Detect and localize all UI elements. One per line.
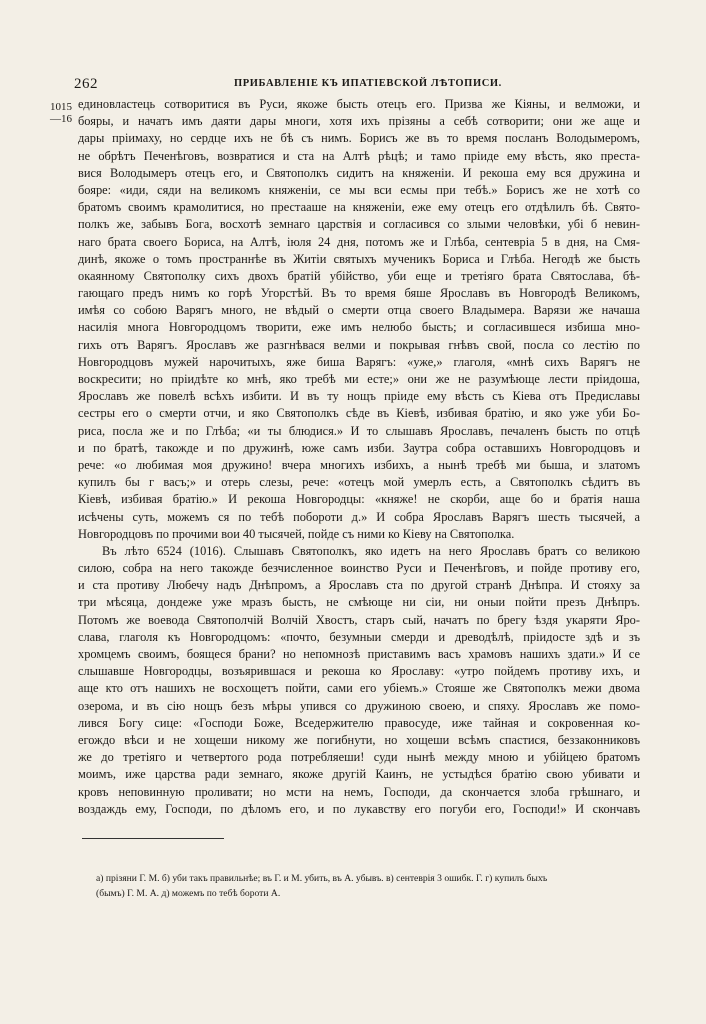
text-line: вися Володымеръ отецъ его, и Святополкъ сидитъ на княженіи. И рекоша ему вся дружина и <box>78 165 640 180</box>
margin-year-top: 1015 <box>50 101 72 113</box>
page-number: 262 <box>74 76 98 92</box>
text-line: кровъ неповинную проливати; но мсти на немъ, Господи, да скончается злоба грѣшнаго, и <box>78 784 640 799</box>
text-line: Новгородцовъ мужей нарочитыхъ, яже биша Варягъ: «уже,» глаголя, «мнѣ сихъ Варягъ не <box>78 354 640 369</box>
footnote-line: а) прізяни Г. М. б) уби такъ правильнѣе; въ Г. и М. убить, въ А. убывъ. в) сентеврія 3 ошибк. Г. г) купилъ быхъ <box>96 873 548 884</box>
text-line: хромцемъ своимъ, боящеся брани? но непомнозѣ приставимъ васъ храмовъ нашихъ здати.» И се <box>78 647 640 661</box>
footnotes <box>96 871 626 901</box>
text-line: наго брата своего Бориса, на Алтѣ, іюля 24 дня, потомъ же и Глѣба, сентевріа 5 в дня, на Смя- <box>78 234 640 249</box>
text-line: братомъ своимъ крамолитися, но престааше на княженіи, еже ему отецъ его отдѣлилъ бѣ. Свято- <box>78 200 640 215</box>
text-line: Ярославъ же повелѣ всѣхъ избити. И въ ту нощъ пріиде ему вѣсть съ Кіева отъ Предиславы <box>78 389 640 404</box>
margin-year-bottom: —16 <box>50 113 72 125</box>
text-line: дары пріимаху, но сердце ихъ не бѣ съ нимъ. Борисъ же въ то время посланъ Володымеромъ, <box>78 131 640 146</box>
text-line: гающаго предъ нимъ ко горѣ Угорстѣй. Въ то время бяше Ярославъ въ Новгородѣ Великомъ, <box>78 286 640 301</box>
text-line: воскресити; но пріидѣте ко мнѣ, яко требѣ ми есте;» они же не разумѣюще лести пріидоша, <box>78 372 640 386</box>
text-line: окаянному Святополку сихъ двохъ братій убійство, уби еще и третіяго брата Святослава, бѣ- <box>78 268 640 283</box>
text-line: имѣя со собою Варягъ много, не вѣдый о смерти отца своего Владымера. Варязи же начаша <box>78 303 640 318</box>
text-line: Потомъ же воевода Святополчій Волчій Хвостъ, старъ сый, начатъ по брегу ѣздя укаряти Яро- <box>78 612 640 627</box>
text-line: бояры, и начатъ имъ даяти дары многи, хотя ихъ прізяны а себѣ сотворити; они же аще и <box>78 114 640 129</box>
text-line: моимъ, иже царства ради земнаго, якоже другій Каинъ, не устыдѣся братію свою убивати и <box>78 767 640 782</box>
main-text <box>78 96 640 818</box>
text-line: слава, глаголя къ Новгородцомъ: «почто, безумныи смерди и древодѣлѣ, пріидосте здѣ и зъ <box>78 629 640 644</box>
text-line: воздаждь ему, Господи, по дѣломъ его, и по лукавству его погуби его, Господи!» И скончавъ <box>78 801 640 816</box>
text-line: бояре: «иди, сяди на великомъ княженіи, се мы вси есмы при тебѣ.» Борисъ же не хотѣ со <box>78 182 640 197</box>
footnote-divider <box>82 838 224 839</box>
page-header <box>74 76 640 94</box>
text-line: исѣчены суть, можемъ ся по тебѣ побороти д.» И собра Ярославъ Варягъ шесть тысячей, а <box>78 509 640 524</box>
text-line: купилъ бы г васъ;» и отерь слезы, рече: «отецъ мой умерлъ есть, а Святополкъ сѣдитъ въ <box>78 475 640 490</box>
text-line: Кіевѣ, избивая братію.» И рекоша Новгородцы: «княже! не скорби, аще бо и братія наша <box>78 492 640 507</box>
text-line: силою, собра на него такожде безчисленное воинство Руси и Печенѣговъ, и пойде противу его, <box>78 561 640 576</box>
text-line: не обрѣтъ Печенѣговъ, возвратися и ста на Алтѣ рѣцѣ; и тамо пріиде ему вѣсть, яко преста- <box>78 148 640 163</box>
text-line: полкъ же, забывъ Бога, восхотѣ земнаго царствія и согласився со злыми человѣки, убі б невин- <box>78 217 640 232</box>
text-line: единовластець сотворитися въ Руси, якоже бысть отецъ его. Призва же Кіяны, и велможи, и <box>78 97 640 111</box>
margin-years <box>50 101 72 125</box>
text-line: и по братѣ, такожде и по дружинѣ, юже самъ изби. Заутра собра оставшихъ Новгородцовъ и <box>78 440 640 455</box>
text-line: рече: «о любимая моя дружино! вчера многихъ избихъ, а нынѣ требѣ ми быша, и златомъ <box>78 457 640 472</box>
text-line: три мѣсяца, дондеже уже мразъ бысть, не смѣюще ни сіи, ни оныи пойти презъ Днѣпръ. <box>78 595 640 610</box>
text-line: егождо вѣси и не хощеши никому же погибнути, но хощеши всѣмъ спастися, беззаконниковъ <box>78 732 640 747</box>
text-line: сестры его о смерти отчи, и яко Святополкъ сѣде въ Кіевѣ, избивая братію, и яко уже уби Бо- <box>78 406 640 421</box>
text-line: же до третіяго и четвертого рода потребляеши! суди нынѣ между мною и убійцею братомъ <box>78 750 640 765</box>
running-title: ПРИБАВЛЕНІЕ КЪ ИПАТІЕВСКОЙ ЛѢТОПИСИ. <box>234 78 502 89</box>
text-line: озерома, и въ сію нощъ безъ мѣры упився со дружиною своею, и спяху. Ярославъ же помо- <box>78 698 640 713</box>
text-line: Новгородцовъ по прочими вои 40 тысячей, пойде съ ними ко Кіеву на Святополка. <box>78 526 515 541</box>
text-line: лився Богу сице: «Господи Боже, Вседержителю правосуде, иже тайная и сокровенная ко- <box>78 715 640 730</box>
footnote-line: (бымъ) Г. М. А. д) можемъ по тебѣ бороти А. <box>96 888 281 899</box>
text-line: аще кто отъ нашихъ не восхощетъ пойти, сами его убіемъ.» Стояше же Святополкъ межи двома <box>78 681 640 696</box>
text-line: слышавше Новгородцы, возъярившася и рекоша ко Ярославу: «утро пойдемъ противу ихъ, и <box>78 664 640 679</box>
text-line: гихъ отъ Варягъ. Ярославъ же разгнѣвася велми и покрывая гнѣвъ свой, посла со лестію по <box>78 337 640 352</box>
text-line: динѣ, якоже о томъ пространнѣе въ Житіи святыхъ мученикъ Бориса и Глѣба. Негодѣ же бысть <box>78 251 640 266</box>
text-line: и ста противу Любечу надъ Днѣпромъ, а Ярославъ ста по другой странѣ Днѣпра. И стояху за <box>78 578 640 593</box>
text-line: Въ лѣто 6524 (1016). Слышавъ Святополкъ, яко идетъ на него Ярославъ братъ со великою <box>102 543 640 558</box>
text-line: риса, посла же и по Глѣба; «и ты блюдися.» И то слышавъ Ярославъ, печаленъ бысть по отцѣ <box>78 423 640 438</box>
text-line: насилія многа Новгородцомъ творити, еже имъ нелюбо бысть; и согласившеся избиша мно- <box>78 320 640 335</box>
